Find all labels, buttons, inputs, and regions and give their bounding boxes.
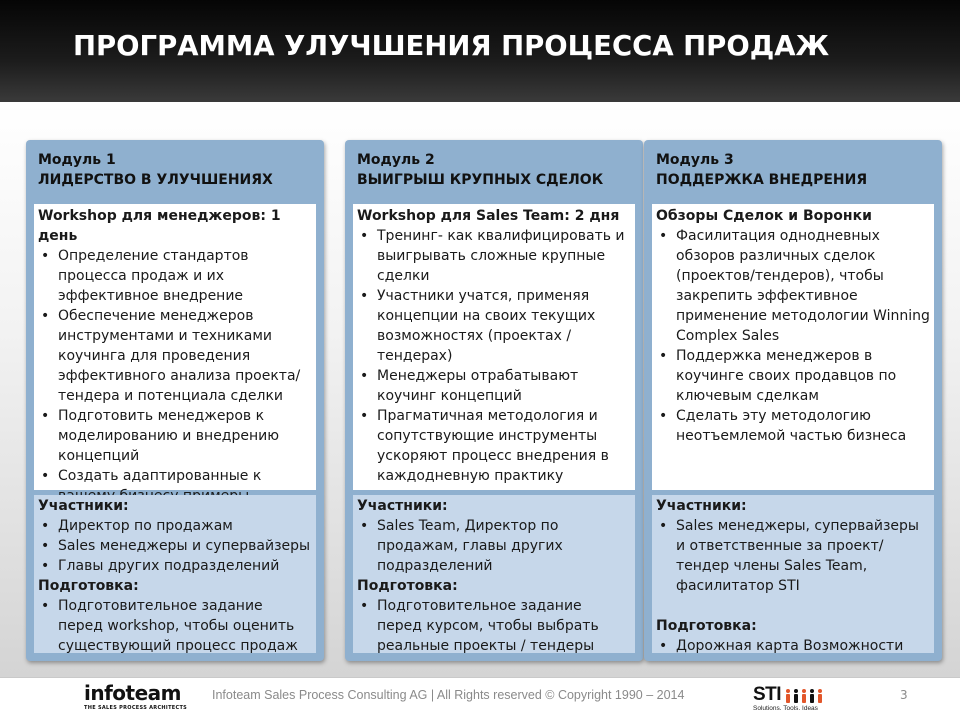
module-number: Модуль 1 [38, 152, 116, 168]
module-name: ЛИДЕРСТВО В УЛУЧШЕНИЯХ [38, 172, 273, 188]
workshop-title: Workshop для Sales Team: 2 дня [357, 208, 620, 224]
participants-list [38, 516, 312, 576]
workshop-box [34, 204, 316, 490]
preparation-label: Подготовка: [357, 578, 458, 594]
workshop-item: • Прагматичная методология и сопутствующие инструменты ускоряют процесс внедрения в каждодневную практику [357, 406, 631, 486]
footer-divider [0, 677, 960, 678]
participants-box [652, 495, 934, 653]
participants-box [353, 495, 635, 653]
preparation-label: Подготовка: [38, 578, 139, 594]
workshop-title: Обзоры Сделок и Воронки [656, 208, 872, 224]
logo-tagline: THE SALES PROCESS ARCHITECTS [84, 705, 188, 711]
workshop-item: • Определение стандартов процесса продаж и их эффективное внедрение [38, 246, 312, 306]
copyright-text: Infoteam Sales Process Consulting AG | All Rights reserved © Copyright 1990 – 2014 [212, 688, 685, 702]
preparation-item: • Подготовительное задание перед workshop, чтобы оценить существующий процесс продаж [38, 596, 312, 656]
slide-title: ПРОГРАММА УЛУЧШЕНИЯ ПРОЦЕССА ПРОДАЖ [73, 30, 830, 62]
slide-header [0, 0, 960, 102]
module-number: Модуль 2 [357, 152, 435, 168]
participants-label: Участники: [357, 498, 448, 514]
workshop-list [357, 226, 631, 486]
sti-brand-text: STI [753, 684, 782, 705]
participant-item: • Sales Team, Директор по продажам, главы других подразделений [357, 516, 631, 576]
module-card-2 [345, 140, 643, 661]
module-header [38, 150, 273, 190]
participants-list [357, 516, 631, 576]
spacer [656, 596, 930, 616]
workshop-item: • Обеспечение менеджеров инструментами и техниками коучинга для проведения эффективного анализа проекта/ тендера и потенциала сделки [38, 306, 312, 406]
sti-logo [753, 685, 833, 715]
preparation-list [656, 636, 930, 656]
workshop-list [38, 246, 312, 506]
workshop-item: • Тренинг- как квалифицировать и выигрывать сложные крупные сделки [357, 226, 631, 286]
preparation-item: • Подготовительное задание перед курсом, чтобы выбрать реальные проекты / тендеры [357, 596, 631, 656]
participants-list [656, 516, 930, 596]
preparation-list [38, 596, 312, 656]
module-card-3 [644, 140, 942, 661]
workshop-title: Workshop для менеджеров: 1 день [38, 208, 281, 244]
participant-item: • Sales менеджеры и супервайзеры [38, 536, 312, 556]
workshop-item: • Менеджеры отрабатывают коучинг концепций [357, 366, 631, 406]
infoteam-logo [84, 681, 187, 711]
workshop-list [656, 226, 930, 446]
participant-item: • Главы других подразделений [38, 556, 312, 576]
module-header [357, 150, 603, 190]
workshop-item: • Сделать эту методологию неотъемлемой частью бизнеса [656, 406, 930, 446]
preparation-label: Подготовка: [656, 618, 757, 634]
participant-item: • Sales менеджеры, супервайзеры и ответственные за проект/ тендер члены Sales Team, фасилитатор STI [656, 516, 930, 596]
sti-tagline: Solutions. Tools. Ideas [753, 705, 818, 712]
workshop-box [652, 204, 934, 490]
workshop-item: • Участники учатся, применяя концепции на своих текущих возможностях (проектах / тендерах) [357, 286, 631, 366]
logo-main-text: infoteam [84, 681, 181, 705]
people-icon [783, 688, 831, 704]
workshop-item: • Подготовить менеджеров к моделированию и внедрению концепций [38, 406, 312, 466]
module-name: ПОДДЕРЖКА ВНЕДРЕНИЯ [656, 172, 868, 188]
preparation-list [357, 596, 631, 656]
workshop-item: • Фасилитация однодневных обзоров различных сделок (проектов/тендеров), чтобы закрепить эффективное применение методологии Winning Complex Sales [656, 226, 930, 346]
module-header [656, 150, 867, 190]
participants-box [34, 495, 316, 653]
workshop-item: • Поддержка менеджеров в коучинге своих продавцов по ключевым сделкам [656, 346, 930, 406]
module-number: Модуль 3 [656, 152, 734, 168]
participant-item: • Директор по продажам [38, 516, 312, 536]
module-card-1 [26, 140, 324, 661]
page-number: 3 [900, 688, 908, 702]
workshop-box [353, 204, 635, 490]
participants-label: Участники: [38, 498, 129, 514]
workshop-item: • Создать адаптированные к [38, 466, 312, 506]
module-name: ВЫИГРЫШ КРУПНЫХ СДЕЛОК [357, 172, 604, 188]
participants-label: Участники: [656, 498, 747, 514]
preparation-item: • Дорожная карта Возможности [656, 636, 930, 656]
